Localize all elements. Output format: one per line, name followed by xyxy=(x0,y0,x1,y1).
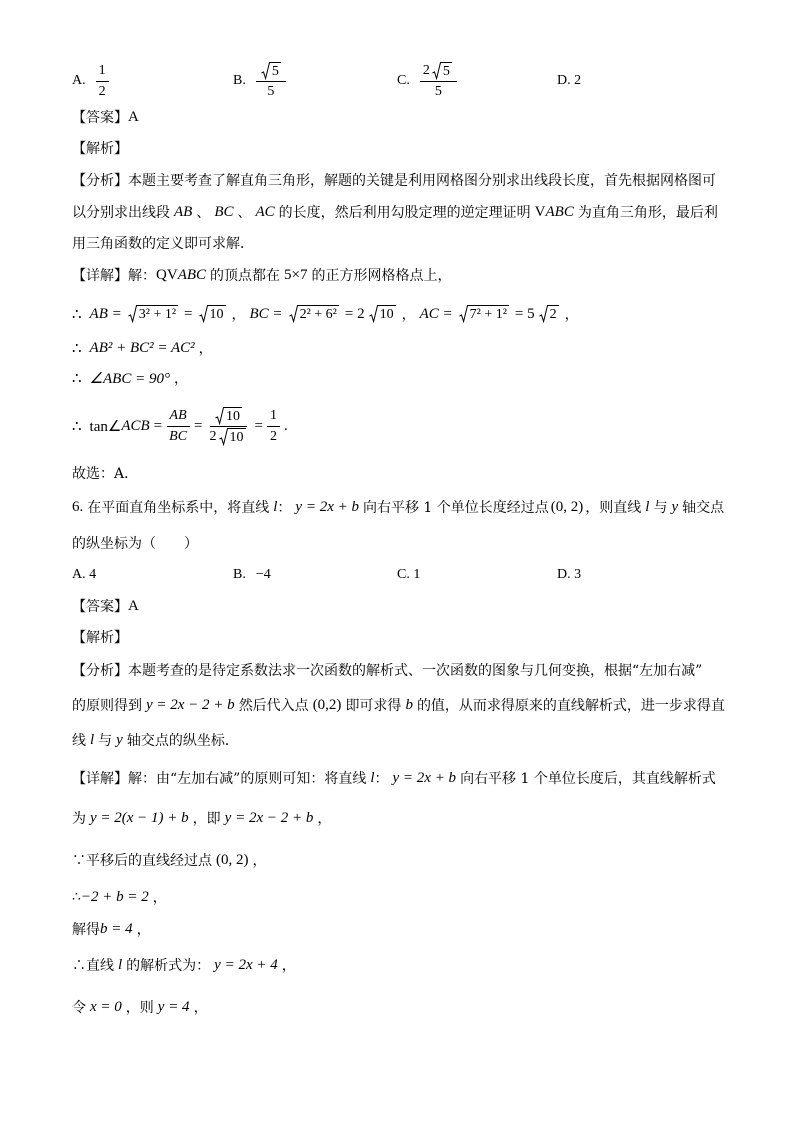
q6-xiangjie-line-1 xyxy=(72,768,716,788)
grid-size: 5×7 xyxy=(284,266,308,283)
math-segment: = xyxy=(184,305,193,322)
q6-xiangjie-line-2 xyxy=(72,808,331,828)
option-label: A. 4 xyxy=(72,567,97,582)
fraction-numerator: 1 xyxy=(96,62,109,82)
math-segment: AB = xyxy=(89,305,122,322)
radical-sign-icon xyxy=(539,305,548,323)
paragraph-text: ，则 xyxy=(125,1000,154,1016)
paragraph-text: 以分别求出线段 xyxy=(72,205,170,221)
fraction-denominator xyxy=(207,427,251,446)
q6-option-d xyxy=(557,565,581,585)
fraction-numerator xyxy=(210,407,247,427)
comma: ， xyxy=(564,307,579,323)
square-root xyxy=(432,62,452,80)
therefore-symbol: ∴ xyxy=(72,418,82,435)
coefficient: 2 xyxy=(209,428,217,444)
square-root xyxy=(369,305,396,323)
math-segment: = 2 xyxy=(344,305,365,322)
paragraph-text: 与 xyxy=(98,733,113,749)
paragraph-text: 向右平移 1 个单位长度后，其直线解析式 xyxy=(460,771,716,787)
jiexi-tag: 【解析】 xyxy=(72,141,128,157)
q5-xiangjie-line-5 xyxy=(72,403,288,449)
q6-answer xyxy=(72,596,139,616)
option-label: C. xyxy=(397,73,410,88)
q5-option-c xyxy=(397,60,461,102)
q5-fenxi-line-3 xyxy=(72,233,254,253)
equals-sign: = xyxy=(153,417,163,434)
q6-option-c xyxy=(397,565,420,585)
math-segment: y = 2(x − 1) + b xyxy=(90,809,189,826)
radicand: 3² + 1² xyxy=(138,307,177,322)
option-value: −4 xyxy=(255,567,271,582)
q6-option-b xyxy=(233,565,271,585)
q6-xiangjie-line-4 xyxy=(72,887,167,907)
triangle-symbol: V xyxy=(166,266,178,283)
paragraph-text: 令 xyxy=(72,1000,86,1016)
fraction-numerator: 1 xyxy=(267,407,280,427)
paragraph-text: 用三角函数的定义即可求解． xyxy=(72,236,254,252)
comma: ， xyxy=(193,1000,208,1016)
comma: ， xyxy=(317,811,332,827)
therefore-symbol: ∴ xyxy=(72,370,82,387)
paragraph-text: 与 xyxy=(653,500,668,516)
paragraph-text: 线 xyxy=(72,733,86,749)
paragraph-text: 的长度，然后利用勾股定理的逆定理证明 xyxy=(278,205,531,221)
radical-sign-icon xyxy=(369,305,378,323)
answer-tag: 【答案】 xyxy=(72,110,128,126)
paragraph-text: 的原则得到 xyxy=(72,698,142,714)
radicand: 10 xyxy=(209,307,224,322)
radical-sign-icon xyxy=(219,428,228,446)
separator: 、 xyxy=(237,205,252,221)
math-segment: y = 2x − 2 + b xyxy=(146,696,235,713)
equals-sign: = xyxy=(194,417,203,434)
paragraph-text: 的正方形网格格点上， xyxy=(311,268,452,284)
radicand: 10 xyxy=(226,408,240,424)
q6-jiexi-heading xyxy=(72,627,128,647)
math-segment: AB xyxy=(174,203,193,220)
point-coordinates: (0, 2) xyxy=(550,498,584,515)
radical-sign-icon xyxy=(432,62,441,80)
square-root xyxy=(215,407,242,425)
fraction-denominator: 5 xyxy=(434,83,442,99)
paragraph-text: 轴交点 xyxy=(682,500,725,516)
fraction-numerator xyxy=(420,62,457,82)
fraction-denominator: 5 xyxy=(267,83,275,99)
answer-value: A xyxy=(128,597,139,614)
option-label: B. xyxy=(233,73,246,88)
math-segment: ∠ABC = 90° xyxy=(89,370,170,387)
q6-xiangjie-line-6 xyxy=(72,955,296,975)
fraction-numerator xyxy=(256,62,286,82)
paragraph-text: 的顶点都在 xyxy=(210,268,281,284)
point-coordinates: (0,2) xyxy=(312,696,342,713)
q5-fenxi-line-2 xyxy=(72,202,718,222)
comma: ， xyxy=(281,958,296,974)
math-segment: −2 + b = 2 xyxy=(80,888,149,905)
q6-option-a xyxy=(72,565,96,585)
equals-sign: = xyxy=(254,417,263,434)
paragraph-text: 【详解】解：由“左加右减”的原则可知：将直线 xyxy=(72,771,367,787)
period: . xyxy=(283,417,288,434)
square-root xyxy=(261,62,281,80)
comma: ， xyxy=(136,922,151,938)
jiexi-tag: 【解析】 xyxy=(72,630,128,646)
comma: ， xyxy=(198,341,213,357)
square-root xyxy=(128,305,178,323)
q6-xiangjie-line-7 xyxy=(72,997,208,1017)
paragraph-text: ，则直线 xyxy=(585,500,642,516)
square-root xyxy=(539,305,559,323)
option-label: D. 2 xyxy=(557,73,582,88)
math-segment: l xyxy=(645,498,650,515)
fraction xyxy=(166,407,190,446)
math-segment: b xyxy=(405,696,413,713)
math-segment: BC = xyxy=(249,305,283,322)
answer-value: A xyxy=(128,108,139,125)
fraction xyxy=(420,62,457,101)
radical-sign-icon xyxy=(261,62,270,80)
colon: ： xyxy=(374,771,389,787)
paragraph-text: ，即 xyxy=(192,811,221,827)
q6-xiangjie-line-3 xyxy=(72,850,267,870)
paragraph-text: 【分析】本题考查的是待定系数法求一次函数的解析式、一次函数的图象与几何变换，根据“左加右减” xyxy=(72,663,703,679)
tan-function: tan∠ xyxy=(89,418,122,435)
therefore-symbol: ∴ xyxy=(72,889,81,905)
q5-xiangjie-line-1 xyxy=(72,265,452,285)
paragraph-text: 【分析】本题主要考查了解直角三角形，解题的关键是利用网格图分别求出线段长度，首先根据网格图可 xyxy=(72,173,716,189)
answer-tag: 【答案】 xyxy=(72,599,128,615)
radical-sign-icon xyxy=(289,305,298,323)
q5-answer xyxy=(72,107,139,127)
fraction-denominator: BC xyxy=(169,428,188,444)
q5-option-d xyxy=(557,60,581,102)
math-segment: x = 0 xyxy=(90,998,122,1015)
math-segment: y xyxy=(116,731,123,748)
radicand: 2 xyxy=(549,307,557,322)
math-segment: y = 2x − 2 + b xyxy=(224,809,314,826)
q5-xiangjie-line-3 xyxy=(72,338,213,358)
radicand: 7² + 1² xyxy=(469,307,507,322)
radical-sign-icon xyxy=(199,305,208,323)
question-number: 6. xyxy=(72,498,84,515)
fraction-denominator: 2 xyxy=(269,428,277,444)
paragraph-text: 的解析式为： xyxy=(126,958,211,974)
paragraph-text: 即可求得 xyxy=(345,698,402,714)
therefore-symbol: ∴ xyxy=(72,306,82,323)
math-segment: AC xyxy=(255,203,275,220)
math-segment: y = 2x + b xyxy=(295,498,359,515)
q6-stem-line-1 xyxy=(72,497,724,517)
paragraph-text: 解得 xyxy=(72,922,100,938)
paragraph-text: 然后代入点 xyxy=(238,698,309,714)
math-segment: y xyxy=(671,498,679,515)
xiangjie-tag: 【详解】解： xyxy=(72,268,156,284)
option-label: D. 3 xyxy=(557,567,582,582)
math-segment: y = 2x + b xyxy=(392,769,457,786)
paragraph-text: 向右平移 1 个单位长度经过点 xyxy=(362,500,549,516)
fraction-numerator: AB xyxy=(167,407,190,427)
radicand: 2² + 6² xyxy=(299,307,337,322)
q5-option-a xyxy=(72,60,113,102)
comma: ， xyxy=(152,890,167,906)
point-coordinates: (0, 2) xyxy=(216,851,249,868)
comma: ， xyxy=(252,853,267,869)
math-segment: y = 4 xyxy=(157,998,190,1015)
math-segment: b = 4 xyxy=(100,920,133,937)
q6-fenxi-line-3 xyxy=(72,730,239,750)
q5-xiangjie-line-4 xyxy=(72,368,188,388)
paragraph-text: 在平面直角坐标系中，将直线 xyxy=(87,500,270,516)
triangle-symbol: V xyxy=(534,203,546,220)
since-symbol: Q xyxy=(156,266,167,283)
math-segment: = 5 xyxy=(514,305,535,322)
paragraph-text: 轴交点的纵坐标． xyxy=(126,733,239,749)
radicand: 5 xyxy=(271,63,279,79)
radical-sign-icon xyxy=(215,407,224,425)
math-segment: l xyxy=(90,731,95,748)
fraction-denominator: 2 xyxy=(98,83,106,99)
math-segment: l xyxy=(370,769,375,786)
comma: ， xyxy=(231,307,246,323)
q6-xiangjie-line-5 xyxy=(72,919,151,939)
triangle-name: ABC xyxy=(545,203,574,220)
option-label: C. 1 xyxy=(397,567,421,582)
fraction xyxy=(256,62,286,101)
radical-sign-icon xyxy=(459,305,468,323)
q5-fenxi-line-1 xyxy=(72,170,716,190)
separator: 、 xyxy=(196,205,211,221)
paragraph-text: 为直角三角形，最后利 xyxy=(577,205,718,221)
fraction xyxy=(267,407,280,446)
q6-stem-line-2 xyxy=(72,533,198,553)
square-root xyxy=(289,305,339,323)
q5-choice xyxy=(72,463,138,483)
colon: ： xyxy=(277,500,292,516)
coefficient: 2 xyxy=(422,62,430,78)
therefore-symbol: ∴ xyxy=(72,340,82,357)
option-label: A. xyxy=(72,73,86,88)
paragraph-text: 为 xyxy=(72,811,86,827)
triangle-name: ABC xyxy=(177,266,207,283)
fraction xyxy=(96,62,109,101)
paragraph-text: ∴直线 xyxy=(72,958,114,974)
comma: ， xyxy=(173,371,188,387)
radical-sign-icon xyxy=(128,305,137,323)
math-segment: AB² + BC² = AC² xyxy=(89,339,195,356)
math-segment: AC = xyxy=(419,305,453,322)
q5-jiexi-heading xyxy=(72,138,128,158)
math-segment: l xyxy=(118,956,123,973)
math-segment: l xyxy=(273,498,278,515)
q6-fenxi-line-1 xyxy=(72,660,702,680)
paragraph-text: ∵平移后的直线经过点 xyxy=(72,853,212,869)
math-segment: y = 2x + 4 xyxy=(214,956,278,973)
q6-fenxi-line-2 xyxy=(72,695,725,715)
paragraph-text: 的纵坐标为（ ） xyxy=(72,536,198,552)
q5-option-b xyxy=(233,60,290,102)
square-root xyxy=(219,428,246,446)
q5-xiangjie-line-2 xyxy=(72,301,579,327)
angle-name: ACB xyxy=(121,417,150,434)
square-root xyxy=(199,305,226,323)
paragraph-text: 故选：A． xyxy=(72,466,139,482)
fraction xyxy=(207,407,251,446)
paragraph-text: 的值，从而求得原来的直线解析式，进一步求得直 xyxy=(416,698,725,714)
math-segment: BC xyxy=(214,203,234,220)
comma: ， xyxy=(401,307,416,323)
radicand: 10 xyxy=(229,429,244,445)
radicand: 10 xyxy=(379,307,394,322)
square-root xyxy=(459,305,509,323)
option-label: B. xyxy=(233,567,246,582)
radicand: 5 xyxy=(442,63,450,79)
